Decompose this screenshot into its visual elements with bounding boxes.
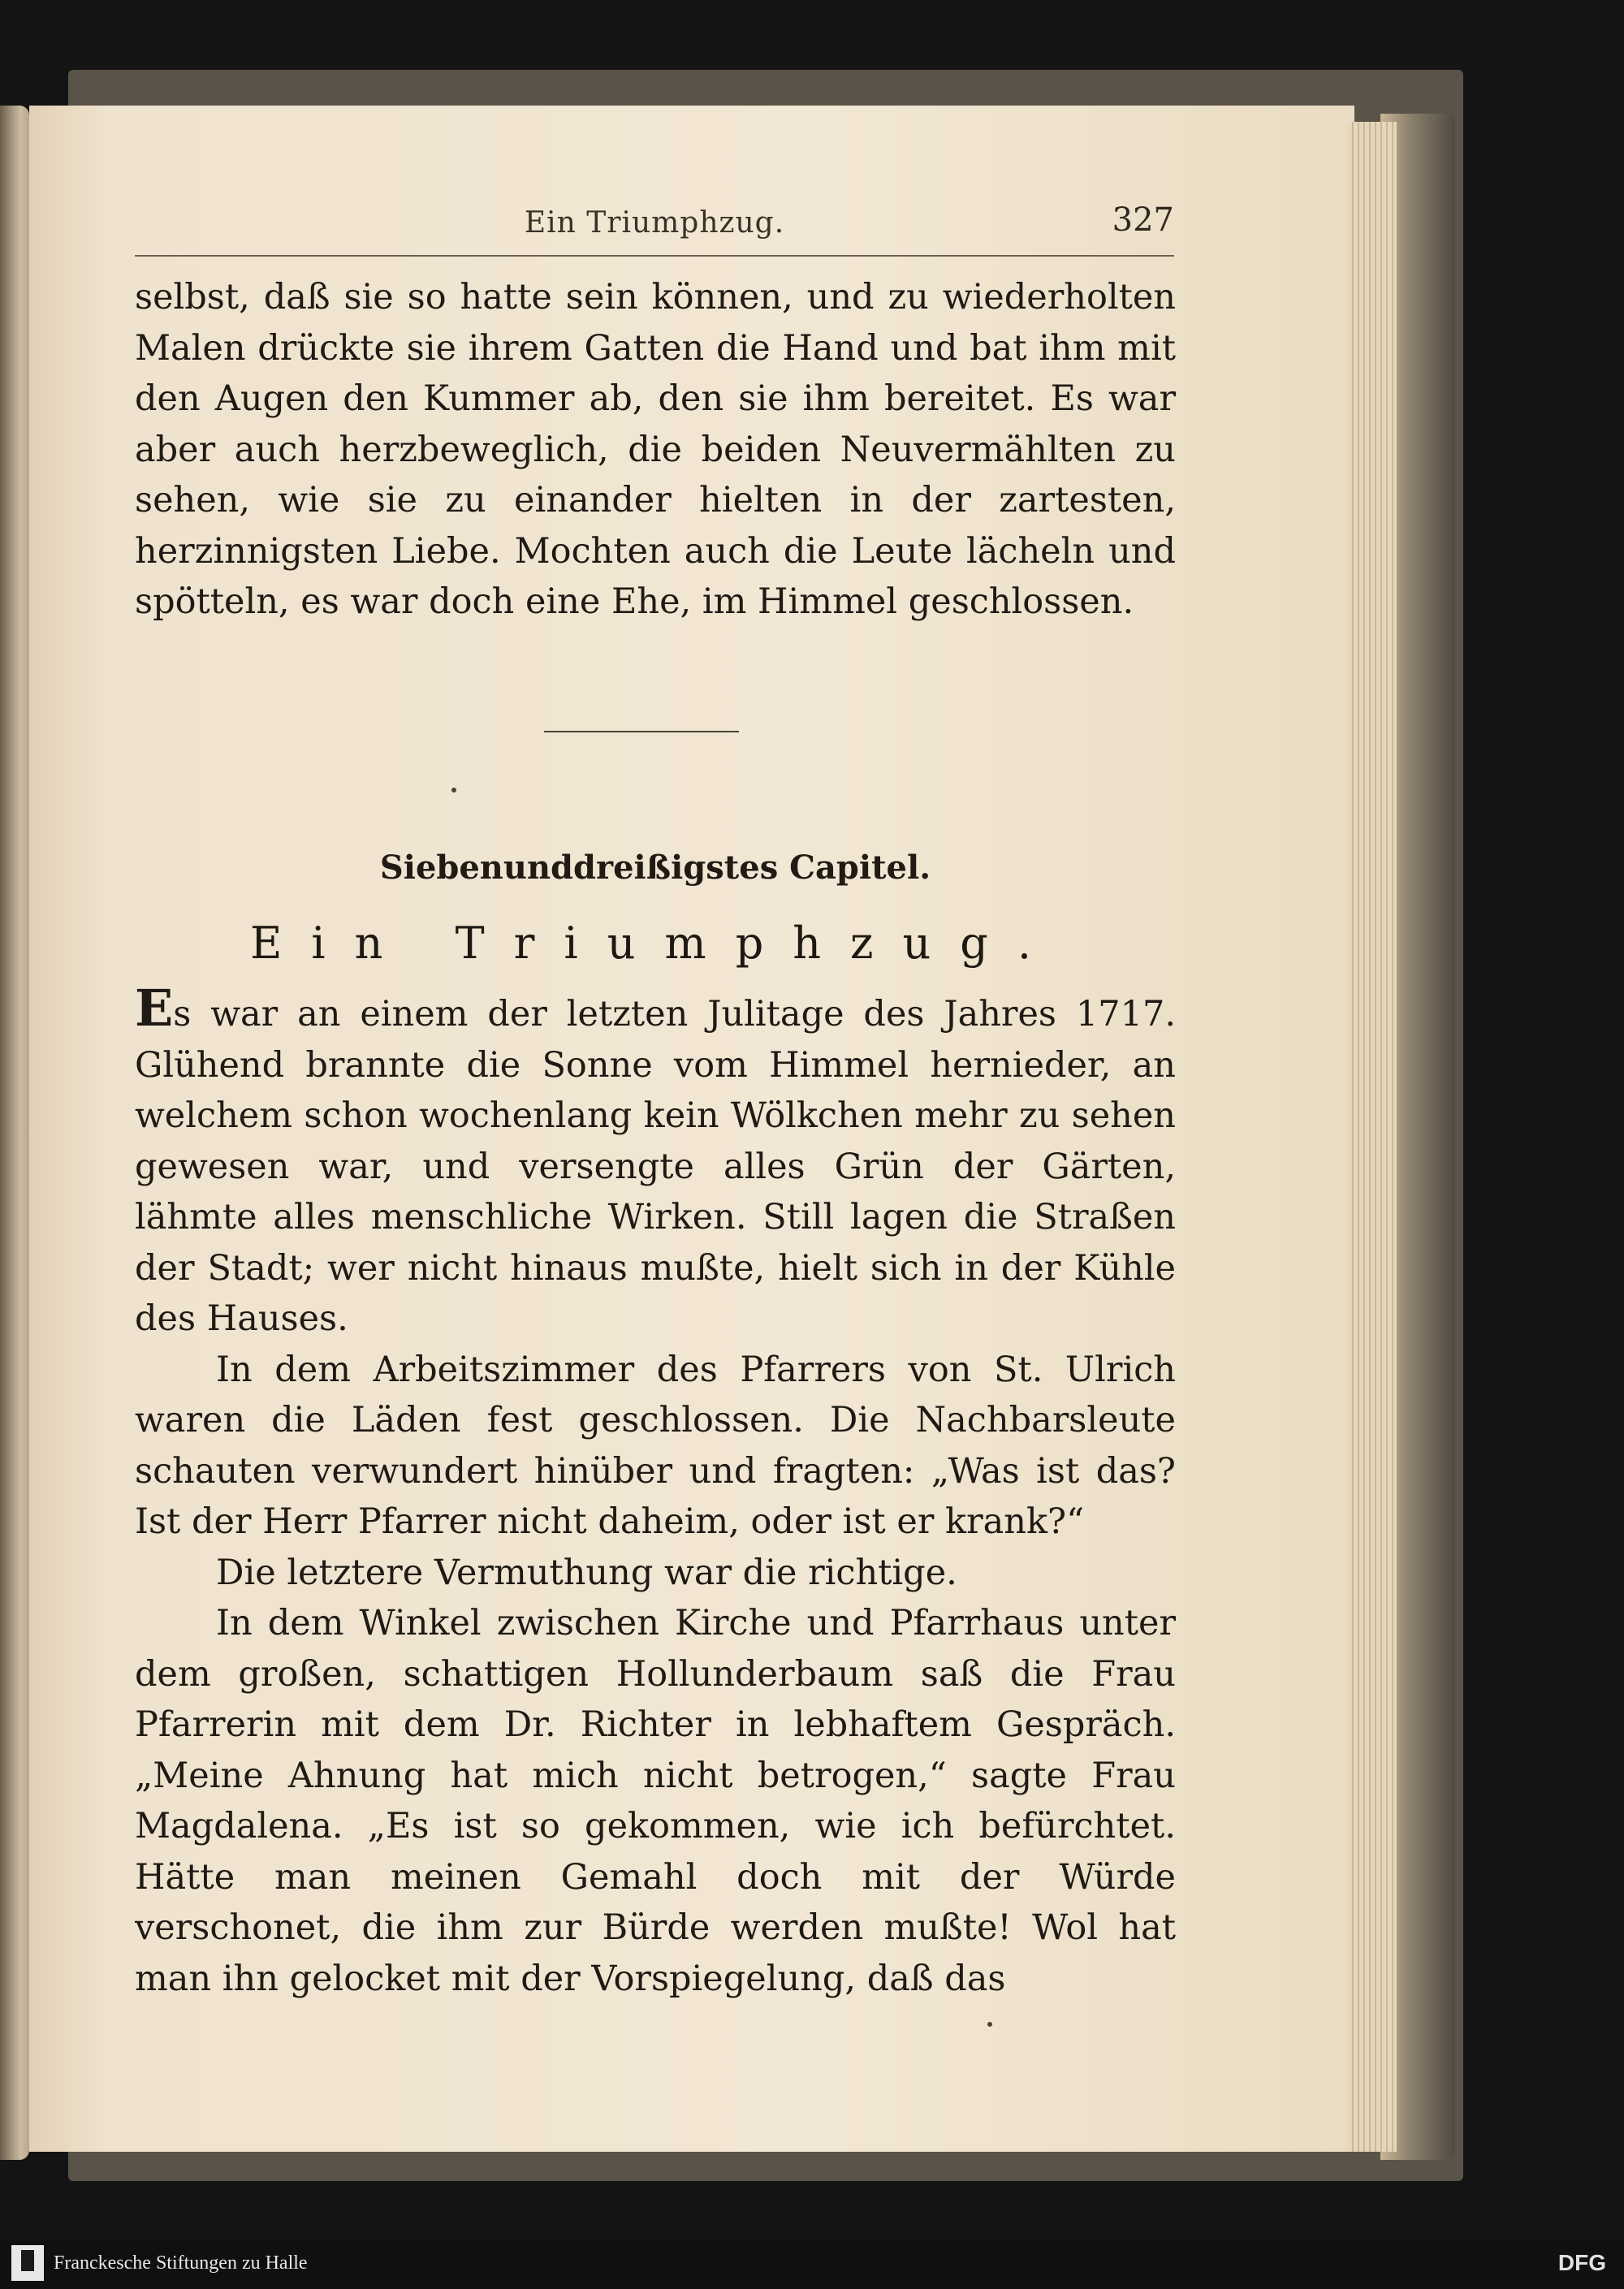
chapter-title: Ein Triumphzug. [249,918,1061,969]
header-rule [135,255,1174,257]
paragraph: In dem Arbeitszimmer des Pfarrers von St. Ulrich waren die Läden fest geschlossen. Die Nachbarsleute schauten verwundert hinüber und fragten: „Was ist das? Ist der Herr Pfarrer nicht daheim, oder ist er krank?“ [135,1349,1176,1542]
section-divider [544,731,739,732]
funder-logo: DFG [1557,2250,1606,2275]
print-speck [987,2022,992,2027]
initial-letter: E [135,978,174,1038]
running-head [135,201,1174,250]
paragraph-text: s war an einem der letzten Julitage des Jahres 1717. Glühend brannte die Sonne vom Himmel hernieder, an welchem schon wochenlang kein Wölkchen mehr zu sehen gewesen war, und versengte alles Grün der Gärten, lähmte alles menschliche Wirken. Still lagen die Straßen der Stadt; wer nicht hinaus mußte, hielt sich in der Kühle des Hauses. [135,994,1176,1339]
footer-bar [0,2240,1624,2289]
facing-page-edge [0,106,29,2160]
running-title: Ein Triumphzug. [524,206,785,240]
paragraph: In dem Winkel zwischen Kirche und Pfarrhaus unter dem großen, schattigen Hollunderbaum saß die Frau Pfarrerin mit dem Dr. Richter in lebhaftem Gespräch. „Meine Ahnung hat mich nicht betrogen,“ sagte Frau Magdalena. „Es ist so gekommen, wie ich befürchtet. Hätte man meinen Gemahl doch mit der Würde verschonet, die ihm zur Bürde werden mußte! Wol hat man ihn gelocket mit der Vorspiegelung, daß das [135,1603,1176,1999]
paragraph-opening [135,978,1176,1345]
print-speck [451,788,456,793]
institution-logo-icon [11,2245,44,2281]
text-block-main [135,978,1176,2004]
book-page [29,106,1354,2152]
paragraph: selbst, daß sie so hatte sein können, und zu wiederholten Malen drückte sie ihrem Gatten die Hand und bat ihm mit den Augen den Kummer ab, den sie ihm bereitet. Es war aber auch herzbeweglich, die beiden Neuvermählten zu sehen, wie sie zu einander hielten in der zartesten, herzinnigsten Liebe. Mochten auch die Leute lächeln und spötteln, es war doch eine Ehe, im Himmel geschlossen. [135,277,1176,622]
institution-credit: Franckesche Stiftungen zu Halle [54,2252,308,2274]
page-stack-edge [1348,122,1397,2152]
page-number: 327 [1112,201,1174,239]
chapter-number: Siebenunddreißigstes Capitel. [379,849,931,887]
text-block-continuation [135,272,1176,628]
paragraph: Die letztere Vermuthung war die richtige. [216,1552,957,1593]
